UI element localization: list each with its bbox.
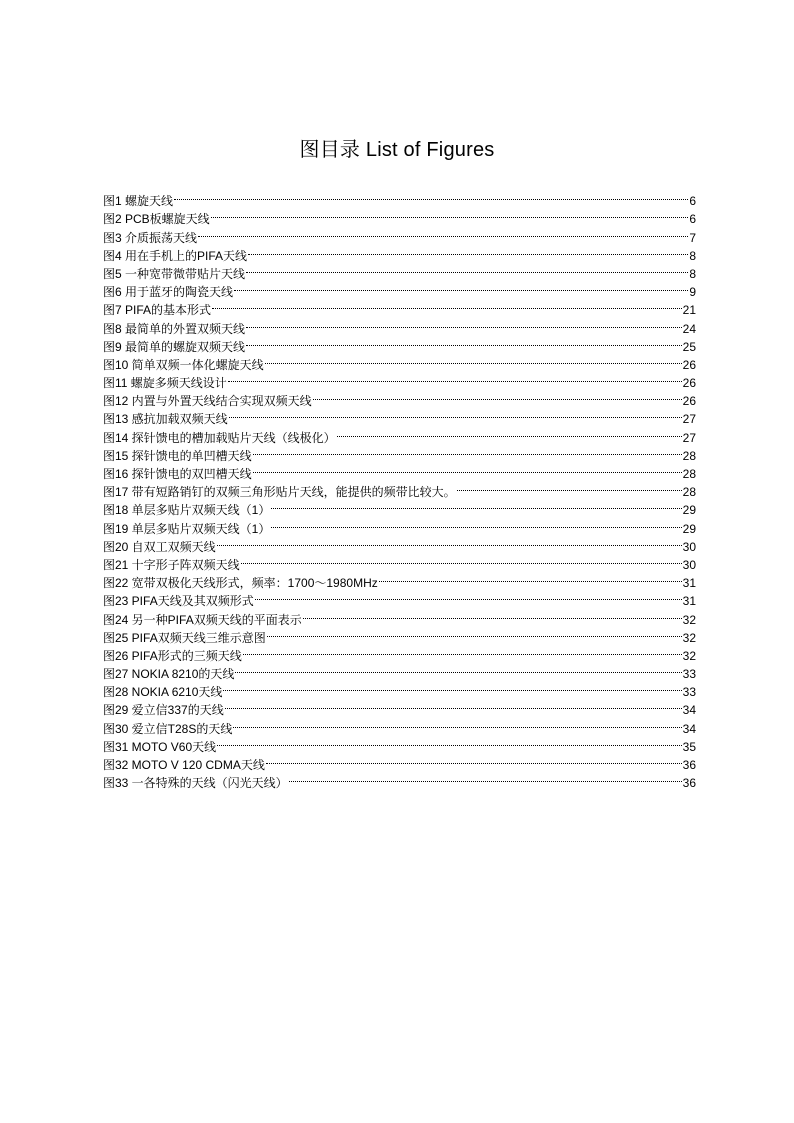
figure-entry-page-number: 26 xyxy=(682,394,696,409)
figure-entry-title: 图21 十字形子阵双频天线 xyxy=(103,557,240,572)
dot-leader xyxy=(225,696,682,714)
figure-entry-page-number: 33 xyxy=(682,667,696,682)
dot-leader xyxy=(289,769,682,787)
figure-entry-page-number: 28 xyxy=(682,448,696,463)
dot-leader xyxy=(255,587,682,605)
figure-entry-title: 图15 探针馈电的单凹槽天线 xyxy=(103,448,252,463)
dot-leader xyxy=(217,533,682,551)
figure-entry-title: 图9 最简单的螺旋双频天线 xyxy=(103,339,246,354)
figure-entry-title: 图8 最简单的外置双频天线 xyxy=(103,321,246,336)
dot-leader xyxy=(235,660,681,678)
figure-entry-page-number: 26 xyxy=(682,376,696,391)
figure-entry-title: 图4 用在手机上的PIFA天线 xyxy=(103,248,248,263)
dot-leader xyxy=(271,496,681,514)
figure-entry-page-number: 36 xyxy=(682,758,696,772)
figure-entry-title: 图24 另一种PIFA双频天线的平面表示 xyxy=(103,612,302,627)
figure-entry[interactable] xyxy=(103,205,696,227)
figure-entry-page-number: 29 xyxy=(682,521,696,536)
dot-leader xyxy=(457,478,682,496)
dot-leader xyxy=(313,387,682,405)
dot-leader xyxy=(198,223,688,241)
dot-leader xyxy=(303,605,682,623)
figure-entry-title: 图3 介质振荡天线 xyxy=(103,230,198,245)
figure-entry-page-number: 7 xyxy=(689,230,696,245)
dot-leader xyxy=(234,278,688,296)
figure-entry-title: 图31 MOTO V60天线 xyxy=(103,739,217,754)
dot-leader xyxy=(246,314,682,332)
figure-entry-page-number: 8 xyxy=(689,248,696,263)
figure-entry-title: 图30 爱立信T28S的天线 xyxy=(103,721,233,736)
dot-leader xyxy=(253,460,682,478)
figure-entry-page-number: 21 xyxy=(682,303,696,318)
figure-entry-title: 图2 PCB板螺旋天线 xyxy=(103,212,210,227)
figure-entry-page-number: 28 xyxy=(682,485,696,500)
figure-entry-title: 图12 内置与外置天线结合实现双频天线 xyxy=(103,394,312,409)
figure-entry-title: 图22 宽带双极化天线形式，频率：1700～1980MHz xyxy=(103,576,378,591)
figure-entry-title: 图20 自双工双频天线 xyxy=(103,539,216,554)
dot-leader xyxy=(211,205,689,223)
figure-entry-page-number: 31 xyxy=(682,594,696,609)
dot-leader xyxy=(233,714,681,732)
figure-entry-page-number: 29 xyxy=(682,503,696,518)
figure-entry-title: 图32 MOTO V 120 CDMA天线 xyxy=(103,758,265,772)
figure-entry-page-number: 9 xyxy=(689,285,696,300)
figure-entry-page-number: 32 xyxy=(682,630,696,645)
figure-entry-page-number: 32 xyxy=(682,612,696,627)
figure-entry-title: 图5 一种宽带微带贴片天线 xyxy=(103,266,246,281)
dot-leader xyxy=(253,442,682,460)
figure-entry-title: 图16 探针馈电的双凹槽天线 xyxy=(103,467,252,481)
figure-entry-title: 图18 单层多贴片双频天线（1） xyxy=(103,503,271,518)
figure-entry-page-number: 24 xyxy=(682,321,696,336)
dot-leader xyxy=(223,678,681,696)
dot-leader xyxy=(265,351,682,369)
figure-entry-page-number: 31 xyxy=(682,576,696,591)
dot-leader xyxy=(174,187,688,205)
page-title: 图目录 List of Figures xyxy=(299,139,495,161)
dot-leader xyxy=(228,369,682,387)
figure-entry[interactable] xyxy=(103,187,696,209)
figure-entry-page-number: 26 xyxy=(682,357,696,372)
figure-entry-title: 图28 NOKIA 6210天线 xyxy=(103,685,223,700)
figure-entry-title: 图29 爱立信337的天线 xyxy=(103,703,224,718)
dot-leader xyxy=(217,733,681,751)
dot-leader xyxy=(229,405,682,423)
figure-entry-title: 图23 PIFA天线及其双频形式 xyxy=(103,594,254,609)
dot-leader xyxy=(246,260,688,278)
dot-leader xyxy=(266,751,682,769)
dot-leader xyxy=(246,333,682,351)
figure-entry-page-number: 30 xyxy=(682,539,696,554)
dot-leader xyxy=(241,551,682,569)
figure-entry-page-number: 32 xyxy=(682,648,696,663)
dot-leader xyxy=(267,624,682,642)
dot-leader xyxy=(243,642,682,660)
dot-leader xyxy=(271,514,681,532)
figure-entry-page-number: 30 xyxy=(682,557,696,572)
figure-entry-page-number: 27 xyxy=(682,430,696,445)
figure-entry-title: 图27 NOKIA 8210的天线 xyxy=(103,667,235,682)
figure-entry-page-number: 36 xyxy=(682,776,696,791)
figure-entry-page-number: 28 xyxy=(682,467,696,481)
figure-entry-title: 图13 感抗加载双频天线 xyxy=(103,412,228,427)
figure-entry-page-number: 25 xyxy=(682,339,696,354)
figure-entry-title: 图25 PIFA双频天线三维示意图 xyxy=(103,630,266,645)
figure-entry-title: 图11 螺旋多频天线设计 xyxy=(103,376,227,391)
figure-entry-page-number: 35 xyxy=(682,739,696,754)
figure-entry-title: 图6 用于蓝牙的陶瓷天线 xyxy=(103,285,234,300)
figure-entry-page-number: 34 xyxy=(682,721,696,736)
figure-entry-title: 图14 探针馈电的槽加载贴片天线（线极化） xyxy=(103,430,336,445)
figure-entry-title: 图17 带有短路销钉的双频三角形贴片天线，能提供的频带比较大。 xyxy=(103,485,456,500)
figure-entry-title: 图10 简单双频一体化螺旋天线 xyxy=(103,357,264,372)
figure-entry-page-number: 6 xyxy=(689,194,696,209)
figure-entry-page-number: 34 xyxy=(682,703,696,718)
figure-entry-page-number: 6 xyxy=(689,212,696,227)
figure-entry-page-number: 8 xyxy=(689,266,696,281)
figure-entry-title: 图33 一各特殊的天线（闪光天线） xyxy=(103,776,288,791)
figure-entry-title: 图26 PIFA形式的三频天线 xyxy=(103,648,242,663)
figure-entry-title: 图19 单层多贴片双频天线（1） xyxy=(103,521,271,536)
dot-leader xyxy=(248,242,688,260)
dot-leader xyxy=(379,569,682,587)
figure-entry-page-number: 27 xyxy=(682,412,696,427)
figure-entry-page-number: 33 xyxy=(682,685,696,700)
figure-entry-title: 图1 螺旋天线 xyxy=(103,194,174,209)
figure-entry-title: 图7 PIFA的基本形式 xyxy=(103,303,212,318)
dot-leader xyxy=(337,423,682,441)
figure-list xyxy=(103,187,696,791)
dot-leader xyxy=(212,296,682,314)
